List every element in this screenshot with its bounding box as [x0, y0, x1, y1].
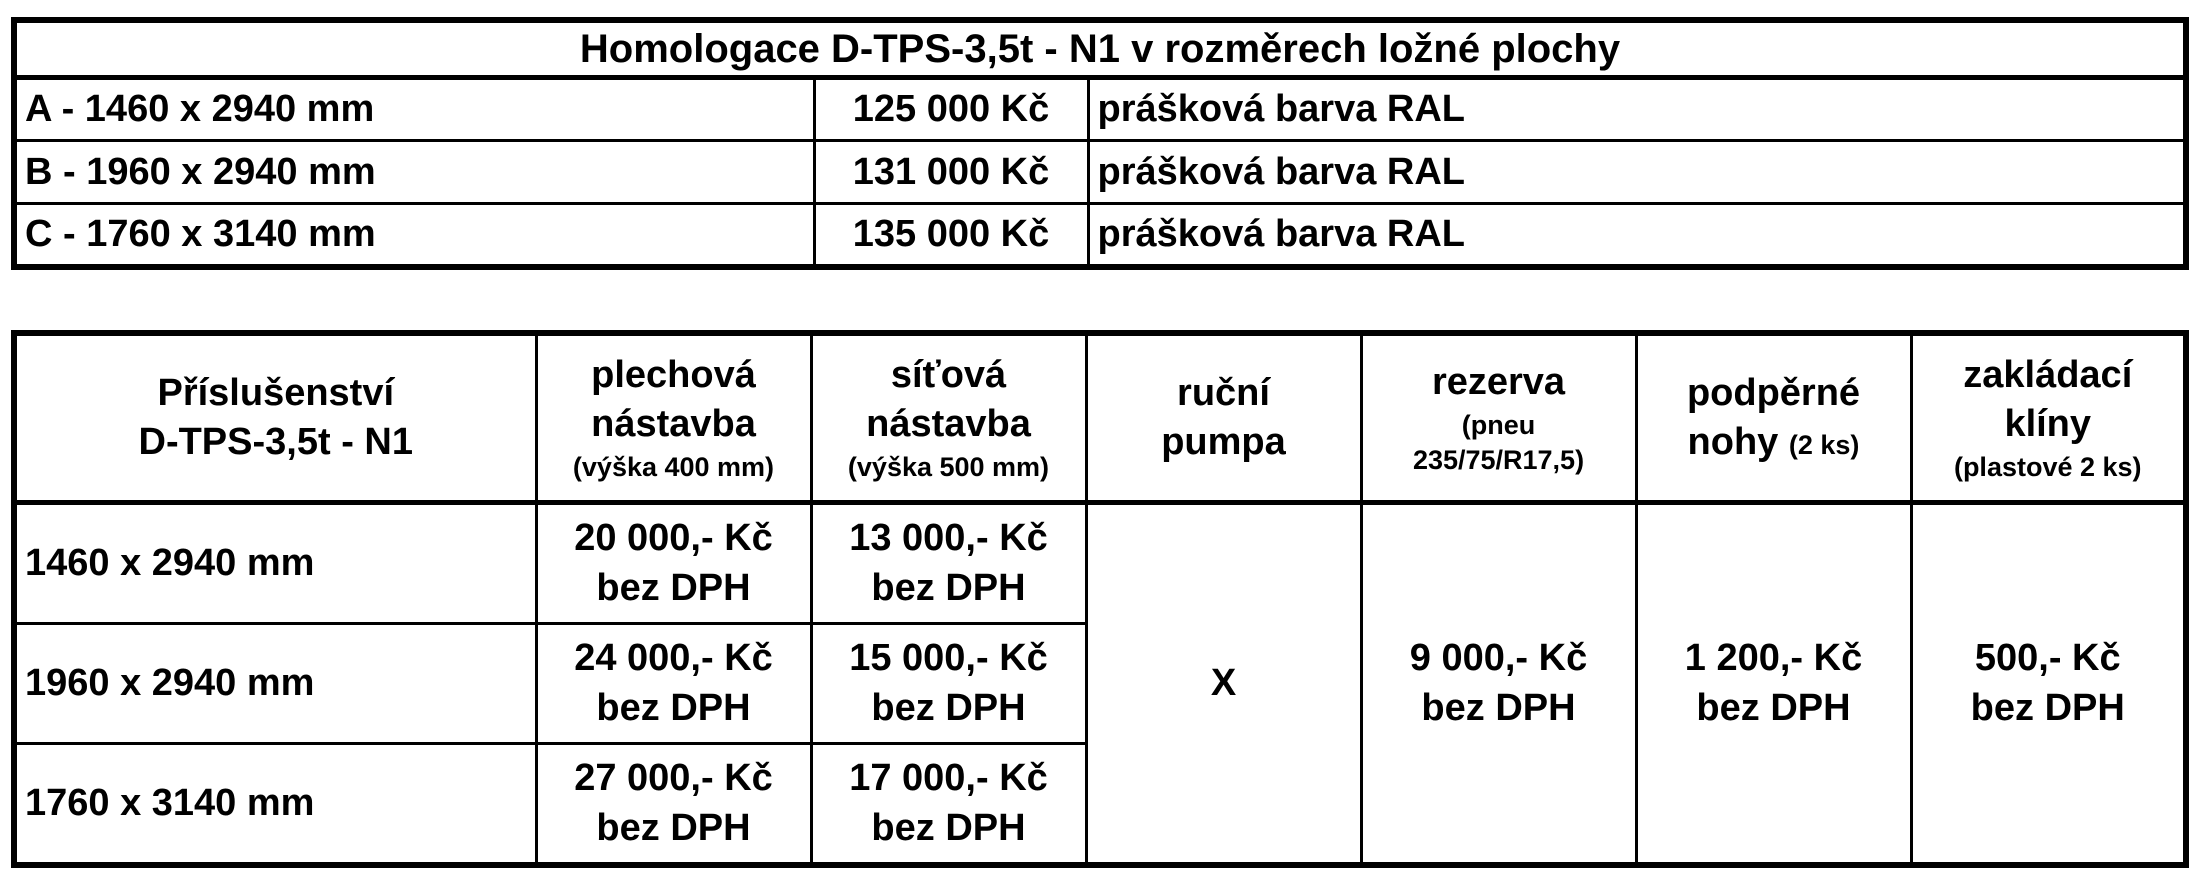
sheet-price-cell [536, 744, 811, 866]
header-sheet-note: (výška 400 mm) [572, 451, 775, 482]
table-row [14, 78, 2186, 141]
table-row [14, 141, 2186, 203]
header-product [14, 333, 536, 503]
header-mesh-line1: síťová [890, 354, 1007, 397]
legs-price: 1 200,- Kč [1684, 637, 1863, 680]
vat-note: bez DPH [871, 686, 1026, 729]
homologation-title-row [14, 20, 2186, 78]
size-cell: 1960 x 2940 mm [14, 624, 536, 744]
header-legs-line2: nohy [1687, 421, 1779, 463]
wedges-price: 500,- Kč [1974, 637, 2121, 680]
homologation-table [11, 17, 2189, 270]
table-row [14, 203, 2186, 267]
spare-price-cell [1361, 503, 1636, 866]
vat-note: bez DPH [871, 806, 1026, 849]
header-support-legs [1636, 333, 1911, 503]
vat-note: bez DPH [596, 686, 751, 729]
mesh-price-cell [811, 503, 1086, 624]
header-wedges-note: (plastové 2 ks) [1953, 451, 2142, 482]
vat-note: bez DPH [871, 566, 1026, 609]
header-sheet-line1: plechová [591, 354, 756, 397]
paint-cell: prášková barva RAL [1088, 78, 2186, 141]
price-cell: 135 000 Kč [814, 203, 1088, 267]
header-sheet-line2: nástavba [591, 403, 756, 446]
sheet-price-cell [536, 503, 811, 624]
vat-note: bez DPH [596, 806, 751, 849]
table-row [14, 503, 2186, 624]
homologation-title: Homologace D-TPS-3,5t - N1 v rozměrech ložné plochy [14, 20, 2186, 78]
accessories-table [11, 330, 2189, 868]
header-product-line2: D-TPS-3,5t - N1 [138, 421, 413, 463]
price-cell: 131 000 Kč [814, 141, 1088, 203]
size-cell: B - 1960 x 2940 mm [14, 141, 814, 203]
paint-cell: prášková barva RAL [1088, 203, 2186, 267]
header-pump-line2: pumpa [1161, 421, 1286, 463]
header-product-line1: Příslušenství [157, 371, 395, 414]
sheet-price: 20 000,- Kč [574, 517, 773, 560]
header-spare-wheel [1361, 333, 1636, 503]
header-wheel-chocks [1911, 333, 2186, 503]
price-cell: 125 000 Kč [814, 78, 1088, 141]
size-cell: C - 1760 x 3140 mm [14, 203, 814, 267]
vat-note: bez DPH [1421, 686, 1576, 729]
header-spare-note1: (pneu [1461, 409, 1536, 440]
header-mesh-line2: nástavba [866, 403, 1031, 446]
sheet-price: 24 000,- Kč [574, 637, 773, 680]
header-sheet-extension [536, 333, 811, 503]
header-legs-note: (2 ks) [1788, 430, 1860, 460]
size-cell: 1760 x 3140 mm [14, 744, 536, 866]
header-wedges-line1: zakládací [1963, 354, 2133, 397]
pump-value: X [1210, 661, 1237, 704]
pump-cell [1086, 503, 1361, 866]
size-cell: 1460 x 2940 mm [14, 503, 536, 624]
wedges-price-cell [1911, 503, 2186, 866]
header-pump-line1: ruční [1177, 371, 1270, 414]
spare-price: 9 000,- Kč [1409, 637, 1588, 680]
vat-note: bez DPH [1696, 686, 1851, 729]
header-spare-line1: rezerva [1431, 361, 1566, 404]
size-cell: A - 1460 x 2940 mm [14, 78, 814, 141]
sheet-price-cell [536, 624, 811, 744]
header-hand-pump [1086, 333, 1361, 503]
mesh-price-cell [811, 624, 1086, 744]
mesh-price: 17 000,- Kč [849, 757, 1048, 800]
mesh-price-cell [811, 744, 1086, 866]
header-mesh-note: (výška 500 mm) [847, 451, 1050, 482]
header-mesh-extension [811, 333, 1086, 503]
vat-note: bez DPH [596, 566, 751, 609]
paint-cell: prášková barva RAL [1088, 141, 2186, 203]
mesh-price: 13 000,- Kč [849, 517, 1048, 560]
vat-note: bez DPH [1970, 686, 2125, 729]
sheet-price: 27 000,- Kč [574, 757, 773, 800]
legs-price-cell [1636, 503, 1911, 866]
mesh-price: 15 000,- Kč [849, 637, 1048, 680]
header-legs-line1: podpěrné [1686, 371, 1861, 414]
header-wedges-line2: klíny [2004, 403, 2092, 446]
accessories-header-row [14, 333, 2186, 503]
header-spare-note2: 235/75/R17,5) [1412, 444, 1585, 475]
